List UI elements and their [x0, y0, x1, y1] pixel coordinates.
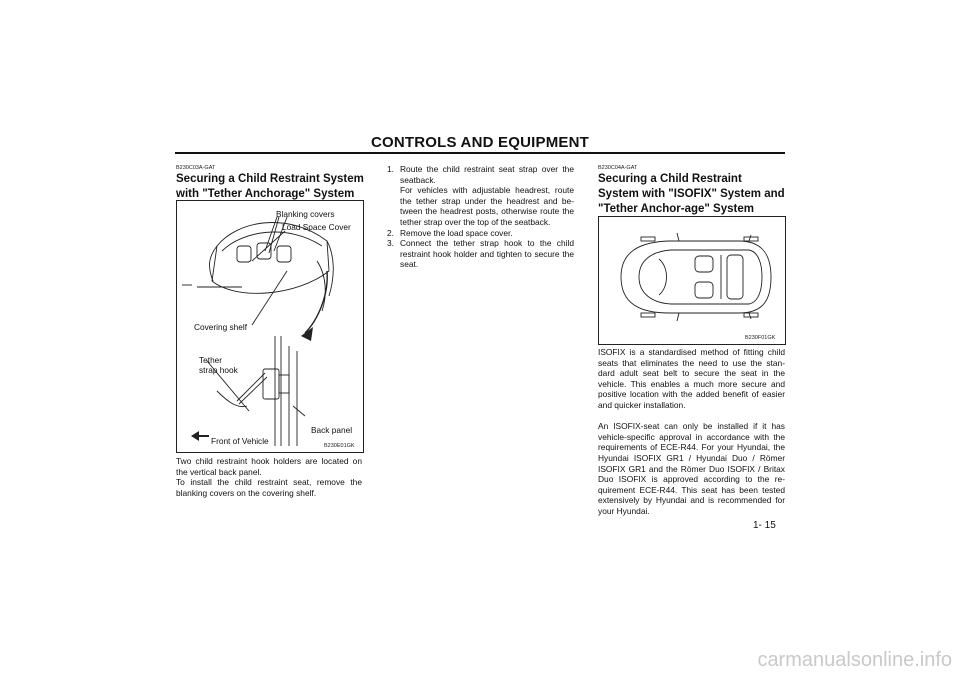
label-load-space-cover: Load Space Cover	[282, 222, 351, 232]
step-text-extra: For vehicles with adjustable headrest, route the tether strap under the headrest and be-tween the headrest posts, otherwise route the tether strap over the top of the seatback.	[400, 185, 574, 227]
paragraph-spacer	[598, 411, 785, 422]
label-blanking-covers: Blanking covers	[276, 209, 335, 219]
left-paragraph-1: Two child restraint hook holders are located on the vertical back panel.	[176, 456, 362, 477]
section-code-left: B230C03A-GAT	[176, 165, 216, 171]
step-text: Route the child restraint seat strap over the seatback.	[400, 164, 574, 185]
header-rule	[175, 152, 785, 154]
figure-code-left: B230E01GK	[324, 443, 355, 449]
left-paragraph-2: To install the child restraint seat, remove the blanking covers on the covering shelf.	[176, 477, 362, 498]
right-paragraph-1: ISOFIX is a standardised method of fitting child seats that eliminates the need to use the stan-dard adult seat belt to secure the seat in the vehicle. This enables a much more secure and positive location with the added benefit of easier and quicker installation.	[598, 347, 785, 410]
label-tether: Tether	[199, 355, 223, 365]
isofix-figure	[598, 216, 786, 345]
step-text: Connect the tether strap hook to the child restraint hook holder and tighten to secure the seat.	[400, 238, 574, 270]
section-heading-right: Securing a Child Restraint System with "ISOFIX" System and "Tether Anchor-age" System	[598, 173, 785, 215]
right-paragraph-2: An ISOFIX-seat can only be installed if it has vehicle-specific approval in accordance with the requirements of ECE-R44. For your Hyundai, the Hyundai ISOFIX GR1 / Hyundai Duo / Römer ISOFIX GR1 and the Römer Duo ISOFIX / Britax Duo ISOFIX is approved according to the re-quirement ECE-R44. This seat has been tested extensively by Hyundai and is recommended for your Hyundai.	[598, 421, 785, 516]
step-text: Remove the load space cover.	[400, 227, 513, 238]
label-strap-hook: strap hook	[199, 365, 238, 375]
tether-anchorage-figure	[176, 200, 364, 453]
step-number: 1.	[387, 164, 394, 174]
page-number: 1- 15	[753, 520, 776, 531]
step-3	[387, 238, 574, 270]
left-body-text	[176, 456, 362, 498]
instruction-steps	[387, 164, 574, 270]
label-front-of-vehicle: Front of Vehicle	[211, 436, 269, 446]
page-header-title: CONTROLS AND EQUIPMENT	[370, 134, 589, 151]
figure-code-right: B230F01GK	[745, 335, 776, 341]
step-number: 3.	[387, 238, 394, 249]
section-code-right: B230C04A-GAT	[598, 165, 638, 171]
label-covering-shelf: Covering shelf	[194, 322, 248, 332]
isofix-car-illustration	[599, 217, 785, 344]
step-2	[387, 228, 574, 239]
right-body-text	[598, 347, 785, 517]
step-1	[387, 164, 574, 228]
section-heading-left: Securing a Child Restraint System with "Tether Anchorage" System	[176, 173, 364, 200]
label-back-panel: Back panel	[311, 425, 353, 435]
step-number: 2.	[387, 227, 394, 238]
watermark: carmanualsonline.info	[757, 649, 952, 671]
